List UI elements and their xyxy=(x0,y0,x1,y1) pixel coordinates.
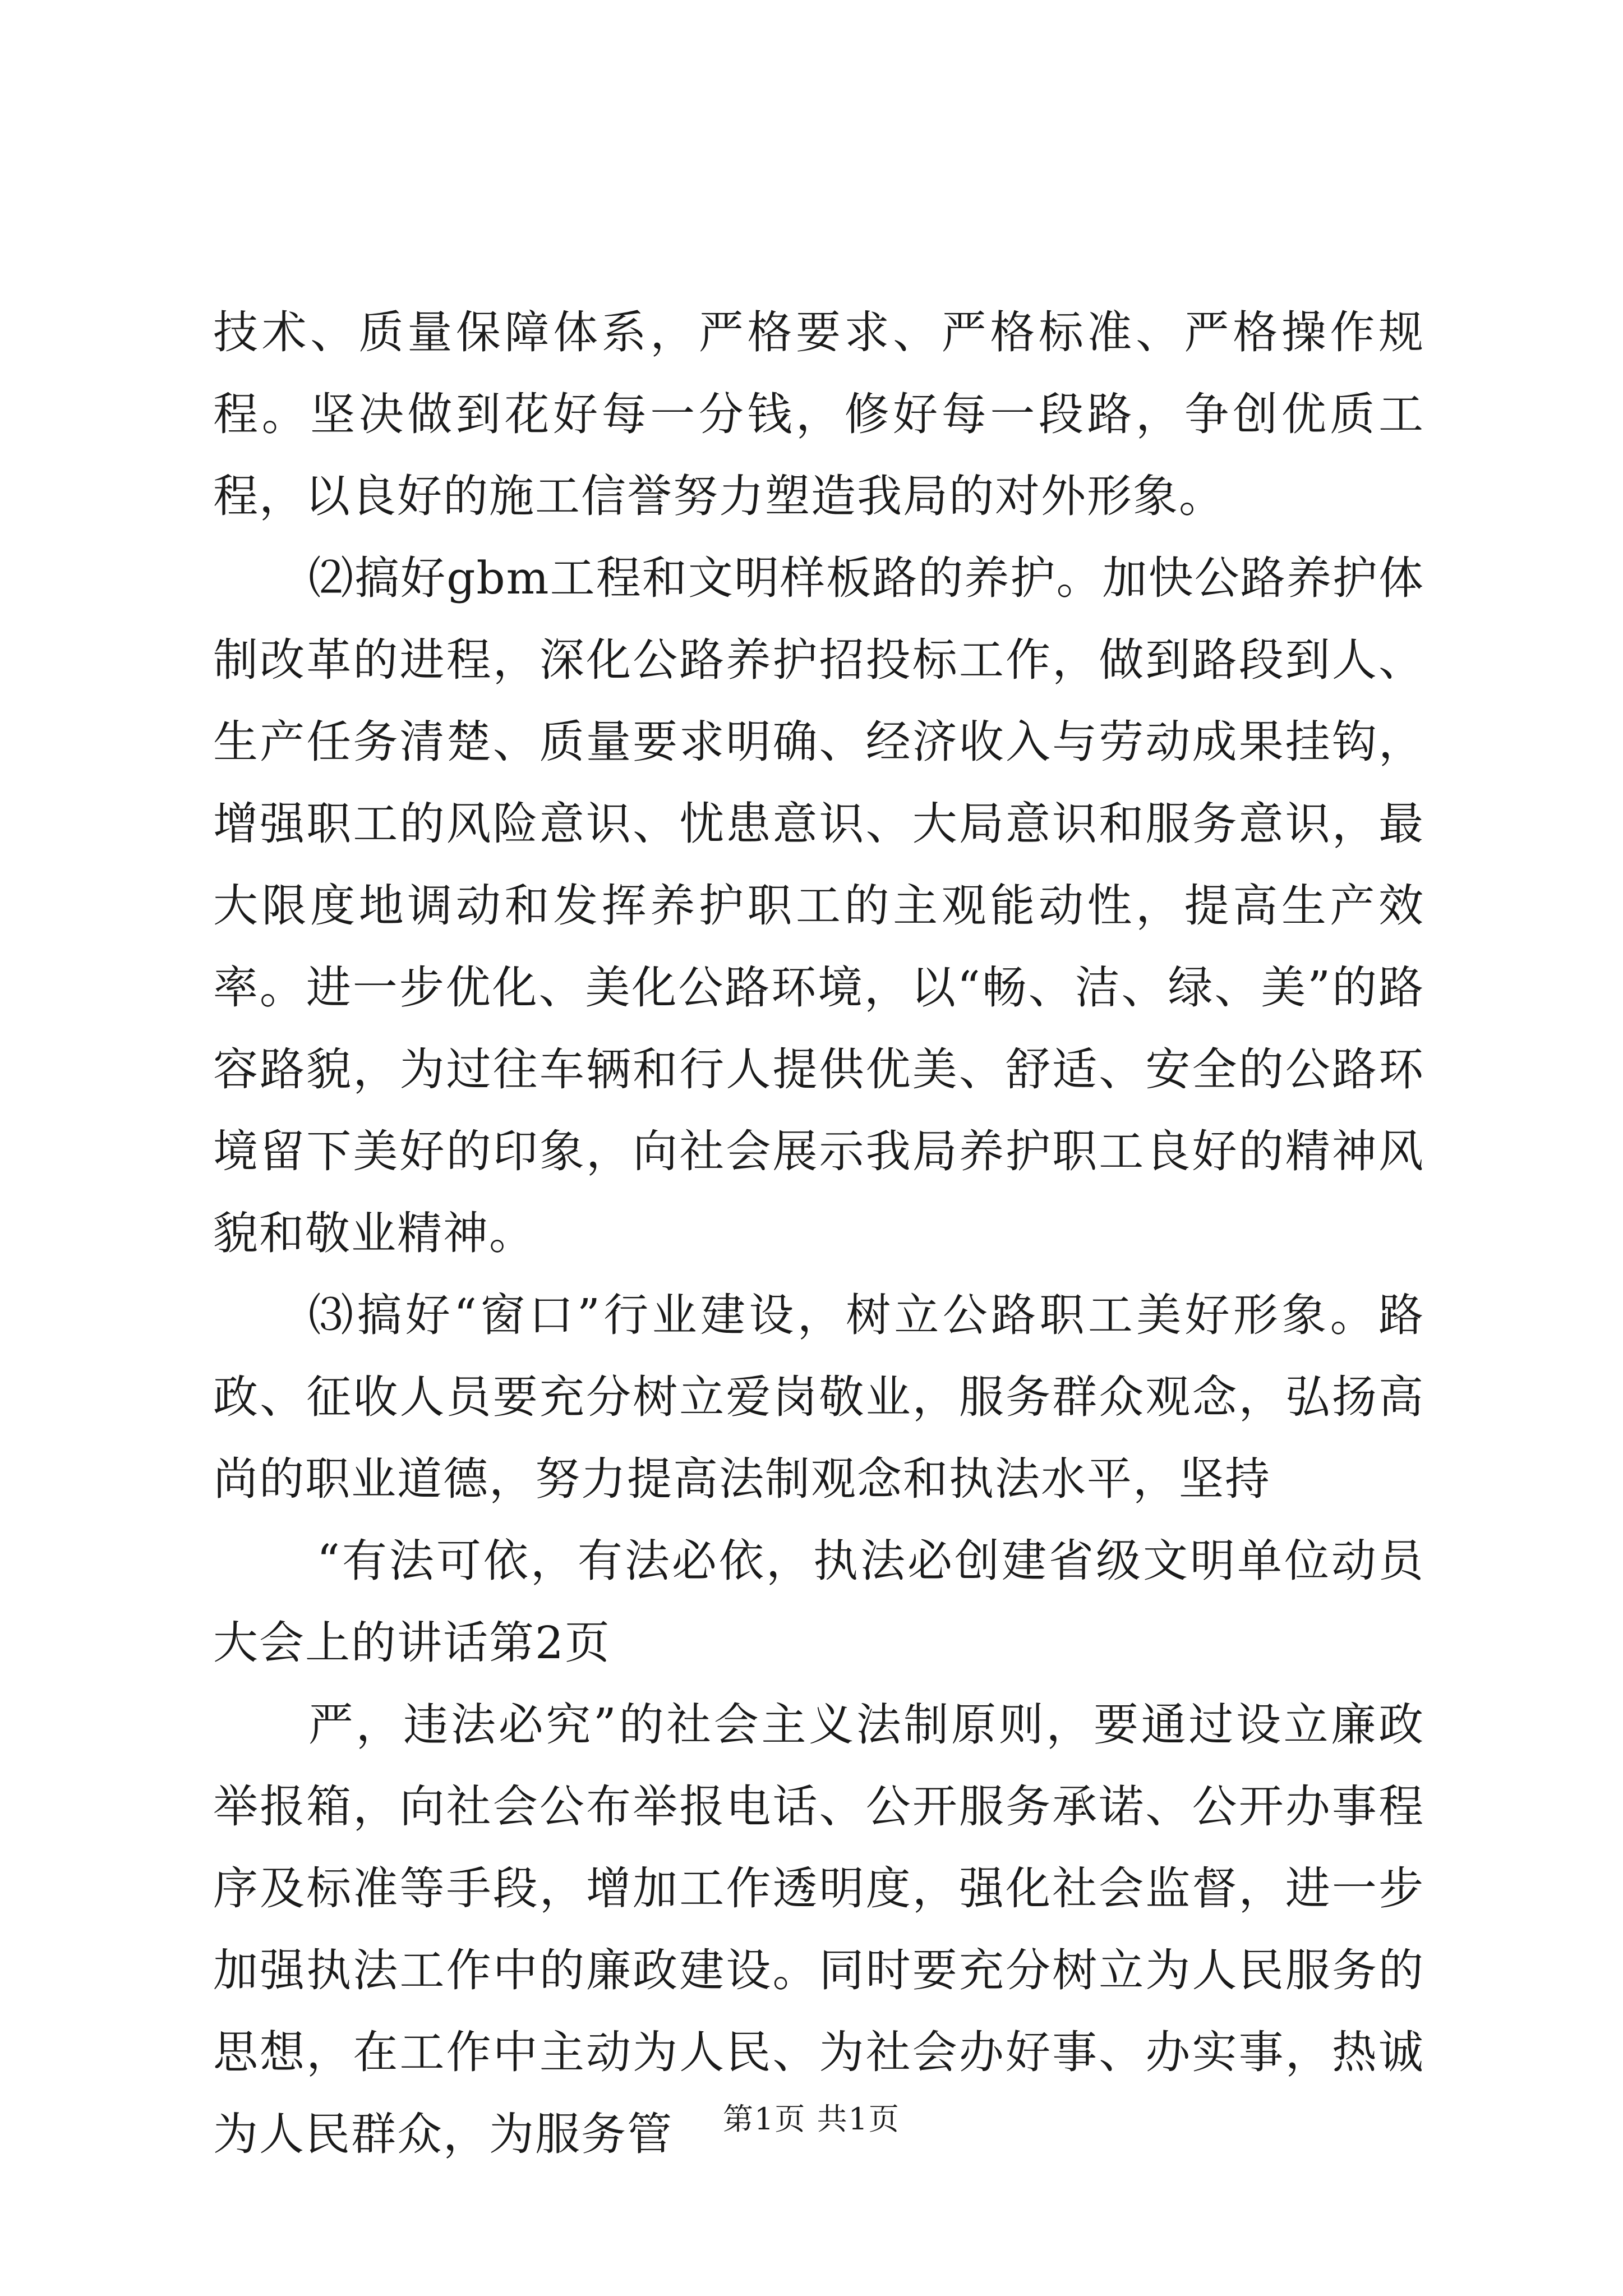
paragraph-2: ⑵搞好gbm工程和文明样板路的养护。加快公路养护体制改革的进程，深化公路养护招投标工作，做到路段到人、生产任务清楚、质量要求明确、经济收入与劳动成果挂钩，增强职工的风险意识、忧患意识、大局意识和服务意识，最大限度地调动和发挥养护职工的主观能动性，提高生产效率。进一步优化、美化公路环境，以“畅、洁、绿、美”的路容路貌，为过往车辆和行人提供优美、舒适、安全的公路环境留下美好的印象，向社会展示我局养护职工良好的精神风貌和敬业精神。 xyxy=(213,552,1424,1259)
paragraph-1: 技术、质量保障体系，严格要求、严格标准、严格操作规程。坚决做到花好每一分钱，修好每一段路，争创优质工程，以良好的施工信誉努力塑造我局的对外形象。 xyxy=(213,306,1424,522)
paragraph-3: ⑶搞好“窗口”行业建设，树立公路职工美好形象。路政、征收人员要充分树立爱岗敬业，服务群众观念，弘扬高尚的职业道德，努力提高法制观念和执法水平，坚持 xyxy=(213,1289,1424,1505)
page-footer: 第1页 共1页 xyxy=(723,2101,900,2137)
paragraph-5: 严，违法必究”的社会主义法制原则，要通过设立廉政举报箱，向社会公布举报电话、公开服务承诺、公开办事程序及标准等手段，增加工作透明度，强化社会监督，进一步加强执法工作中的廉政建设。同时要充分树立为人民服务的思想，在工作中主动为人民、为社会办好事、办实事，热诚为人民群众，为服务管 xyxy=(213,1699,1424,2160)
paragraph-4: “有法可依，有法必依，执法必创建省级文明单位动员大会上的讲话第2页 xyxy=(213,1535,1424,1669)
document-body xyxy=(213,292,1424,2175)
